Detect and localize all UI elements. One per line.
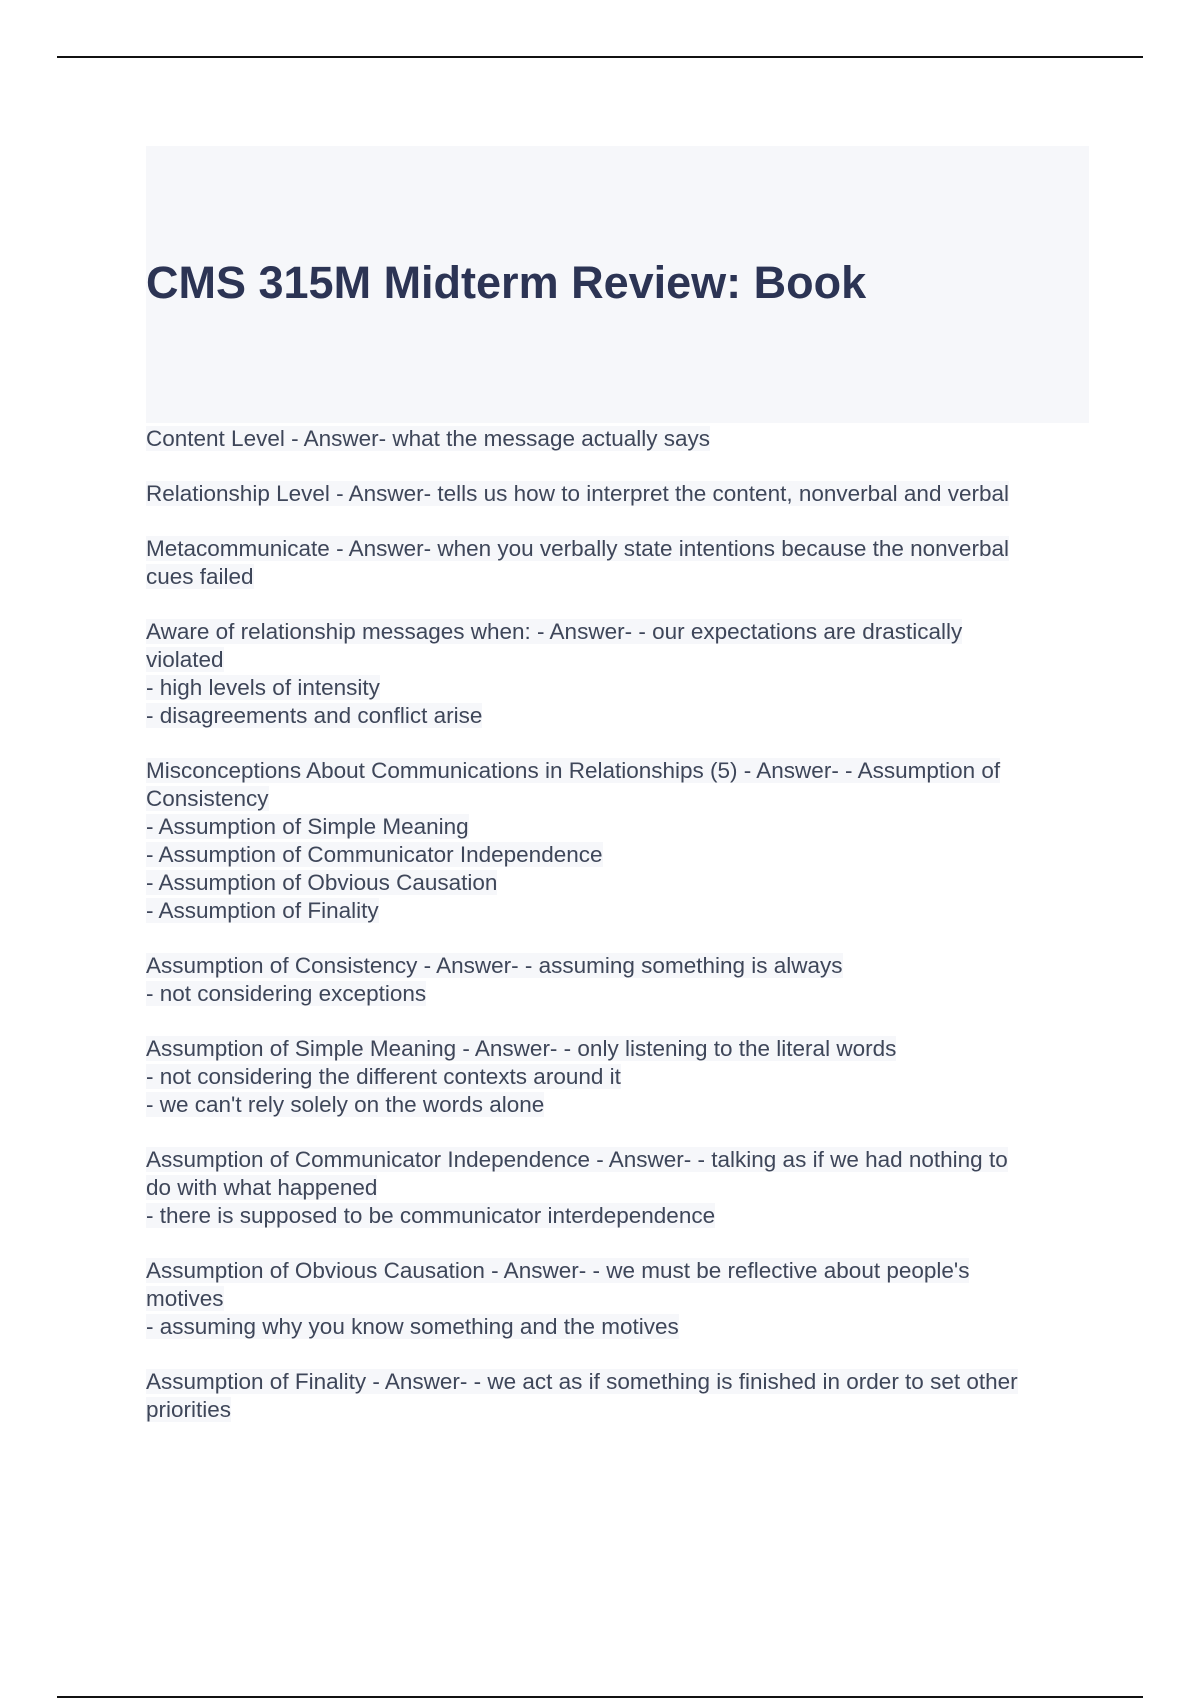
entry-line: - Assumption of Communicator Independence xyxy=(146,842,603,867)
entry-line: Assumption of Communicator Independence - Answer- - talking as if we had nothing to xyxy=(146,1147,1008,1172)
entry-line: - there is supposed to be communicator interdependence xyxy=(146,1203,716,1228)
bottom-divider xyxy=(57,1696,1143,1698)
entry-relationship-level xyxy=(146,480,1096,508)
entry-line: - Assumption of Simple Meaning xyxy=(146,814,469,839)
entry-line: Metacommunicate - Answer- when you verbally state intentions because the nonverbal xyxy=(146,536,1009,561)
entry-line: Relationship Level - Answer- tells us how to interpret the content, nonverbal and verbal xyxy=(146,481,1009,506)
entry-line: Consistency xyxy=(146,786,269,811)
entry-line: Content Level - Answer- what the message actually says xyxy=(146,426,711,451)
entry-line: - disagreements and conflict arise xyxy=(146,703,483,728)
entry-line: - we can't rely solely on the words alone xyxy=(146,1092,545,1117)
entry-line: Aware of relationship messages when: - Answer- - our expectations are drastically xyxy=(146,619,963,644)
entry-aware-of-relationship-messages xyxy=(146,618,1096,730)
review-entries xyxy=(146,425,1096,1451)
entry-line: violated xyxy=(146,647,224,672)
top-divider xyxy=(57,56,1143,58)
entry-line: do with what happened xyxy=(146,1175,378,1200)
entry-line: - Assumption of Finality xyxy=(146,898,379,923)
entry-line: priorities xyxy=(146,1397,232,1422)
entry-metacommunicate xyxy=(146,535,1096,591)
title-banner xyxy=(146,146,1089,423)
entry-line: Misconceptions About Communications in Relationships (5) - Answer- - Assumption of xyxy=(146,758,1001,783)
entry-line: Assumption of Finality - Answer- - we act as if something is finished in order to set other xyxy=(146,1369,1018,1394)
entry-assumption-of-obvious-causation xyxy=(146,1257,1096,1341)
entry-line: - not considering the different contexts around it xyxy=(146,1064,621,1089)
entry-line: Assumption of Consistency - Answer- - assuming something is always xyxy=(146,953,843,978)
page-title: CMS 315M Midterm Review: Book xyxy=(146,257,867,308)
entry-line: Assumption of Simple Meaning - Answer- - only listening to the literal words xyxy=(146,1036,897,1061)
entry-assumption-of-communicator-independence xyxy=(146,1146,1096,1230)
entry-line: - not considering exceptions xyxy=(146,981,427,1006)
entry-line: Assumption of Obvious Causation - Answer- - we must be reflective about people's xyxy=(146,1258,970,1283)
entry-line: - Assumption of Obvious Causation xyxy=(146,870,498,895)
entry-line: cues failed xyxy=(146,564,254,589)
entry-assumption-of-finality xyxy=(146,1368,1096,1424)
entry-line: - assuming why you know something and the motives xyxy=(146,1314,679,1339)
entry-content-level xyxy=(146,425,1096,453)
entry-misconceptions xyxy=(146,757,1096,925)
entry-assumption-of-simple-meaning xyxy=(146,1035,1096,1119)
entry-line: - high levels of intensity xyxy=(146,675,380,700)
entry-line: motives xyxy=(146,1286,224,1311)
entry-assumption-of-consistency xyxy=(146,952,1096,1008)
